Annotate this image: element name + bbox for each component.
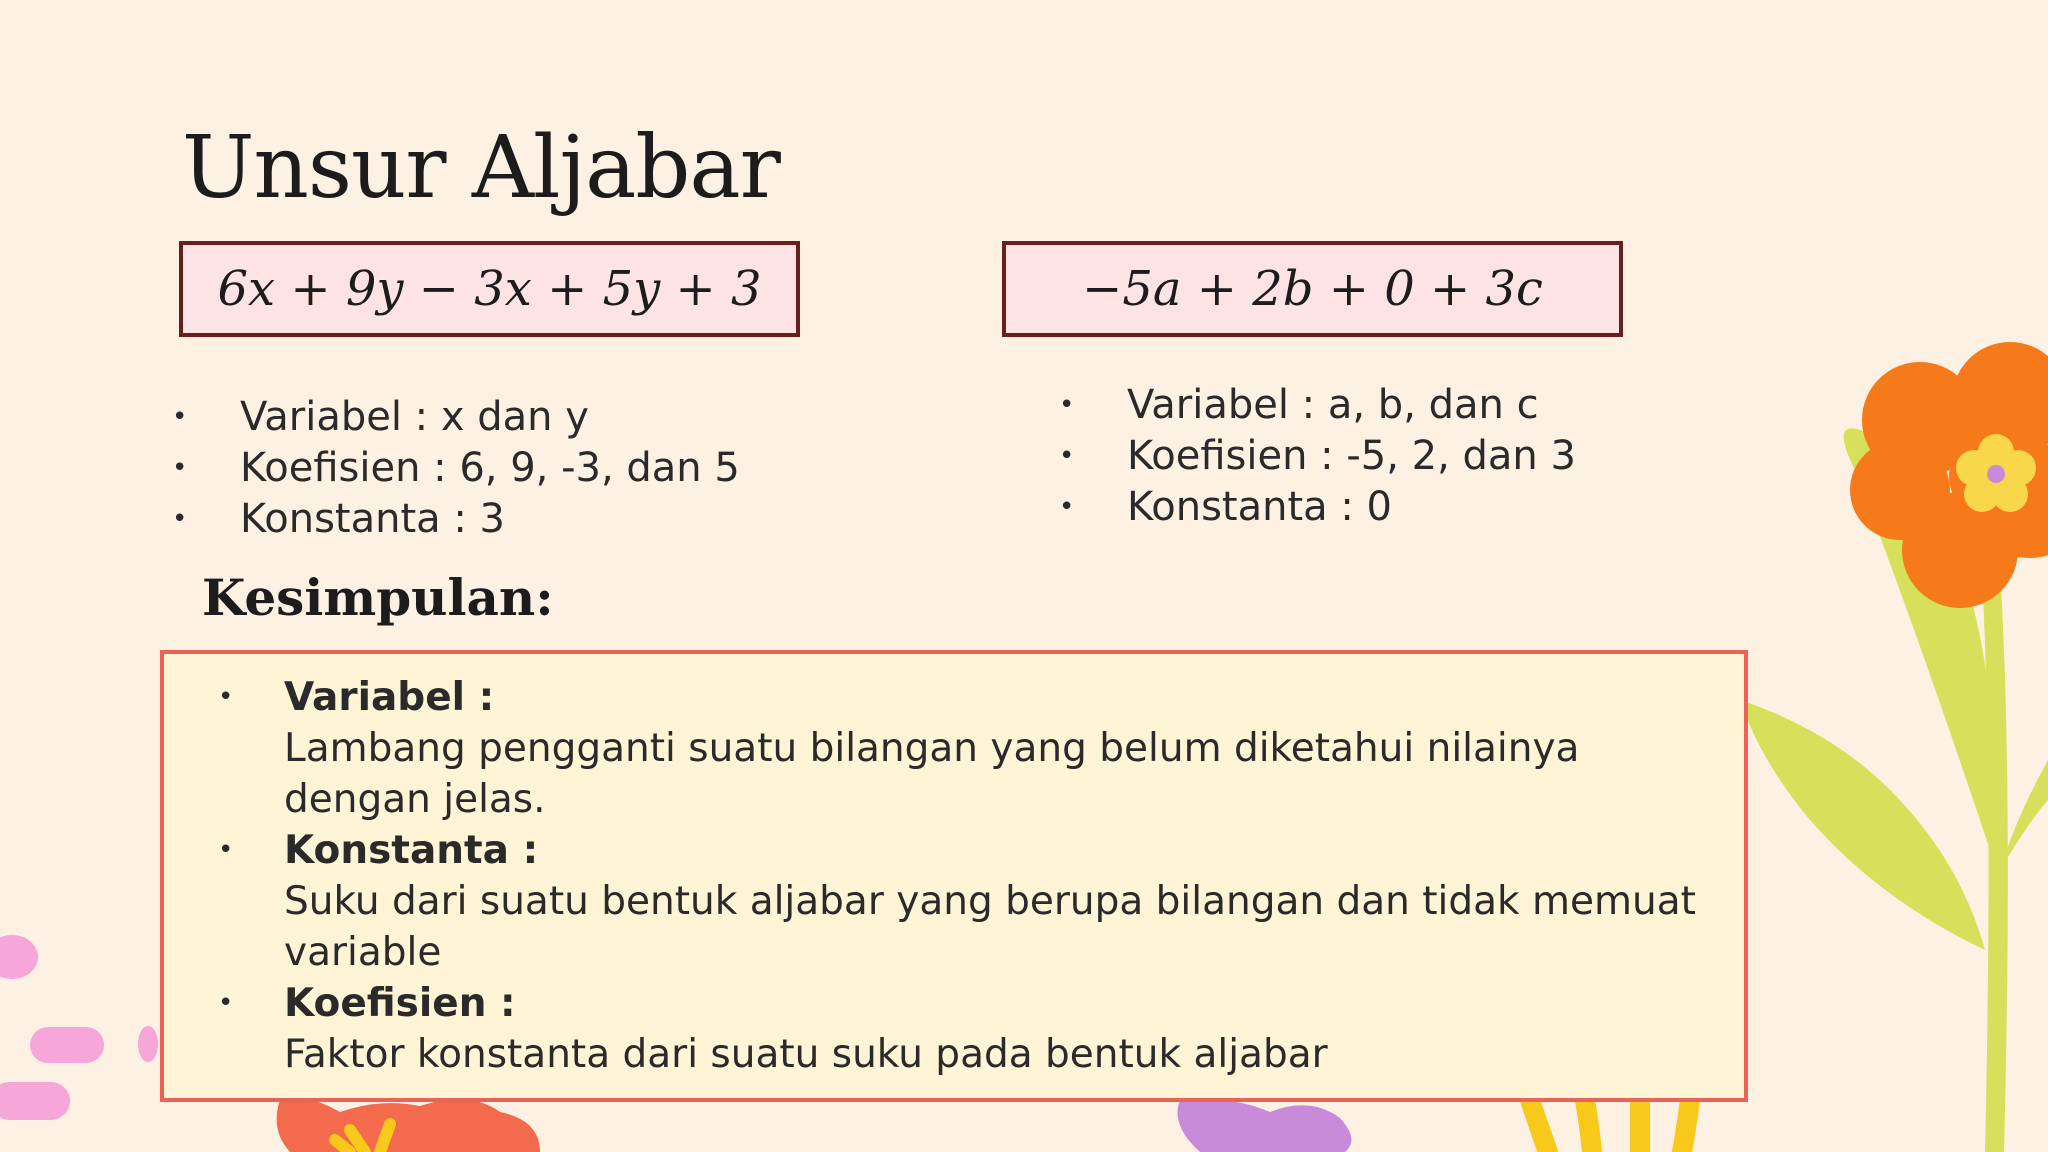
term-label: • Konstanta : <box>284 828 539 873</box>
list-item: • Konstanta : 3 <box>172 494 740 545</box>
expression-box-left <box>179 241 800 337</box>
term-description: Faktor konstanta dari suatu suku pada bentuk aljabar <box>284 1032 1328 1077</box>
yellow-stems-icon <box>1530 1100 1690 1152</box>
orange-flower-icon <box>1850 342 2048 608</box>
conclusion-list <box>164 654 1744 1080</box>
list-item <box>164 672 1724 825</box>
list-item: • Variabel : x dan y <box>172 392 740 443</box>
expression-box-right <box>1002 241 1623 337</box>
term-label: • Variabel : <box>284 675 495 720</box>
page-title: Unsur Aljabar <box>182 118 780 218</box>
list-item: • Koefisien : -5, 2, dan 3 <box>1059 431 1576 482</box>
list-item <box>164 825 1724 978</box>
list-item: • Koefisien : 6, 9, -3, dan 5 <box>172 443 740 494</box>
pink-blob-icon <box>0 935 158 1120</box>
term-description: Suku dari suatu bentuk aljabar yang berupa bilangan dan tidak memuat variable <box>284 879 1696 975</box>
expression-left: 6x + 9y − 3x + 5y + 3 <box>217 261 762 317</box>
list-item: • Konstanta : 0 <box>1059 482 1576 533</box>
example-left-list <box>172 392 740 545</box>
purple-blob-icon <box>1178 1099 1352 1152</box>
list-item <box>164 978 1724 1080</box>
example-right-list <box>1059 380 1576 533</box>
red-flower-icon <box>277 1097 540 1152</box>
term-description: Lambang pengganti suatu bilangan yang belum diketahui nilainya dengan jelas. <box>284 726 1580 822</box>
list-item: • Variabel : a, b, dan c <box>1059 380 1576 431</box>
conclusion-heading: Kesimpulan: <box>202 568 554 627</box>
term-label: • Koefisien : <box>284 981 516 1026</box>
conclusion-box <box>160 650 1748 1102</box>
expression-right: −5a + 2b + 0 + 3c <box>1082 261 1543 317</box>
leaf-stem-icon <box>1740 428 2048 1152</box>
